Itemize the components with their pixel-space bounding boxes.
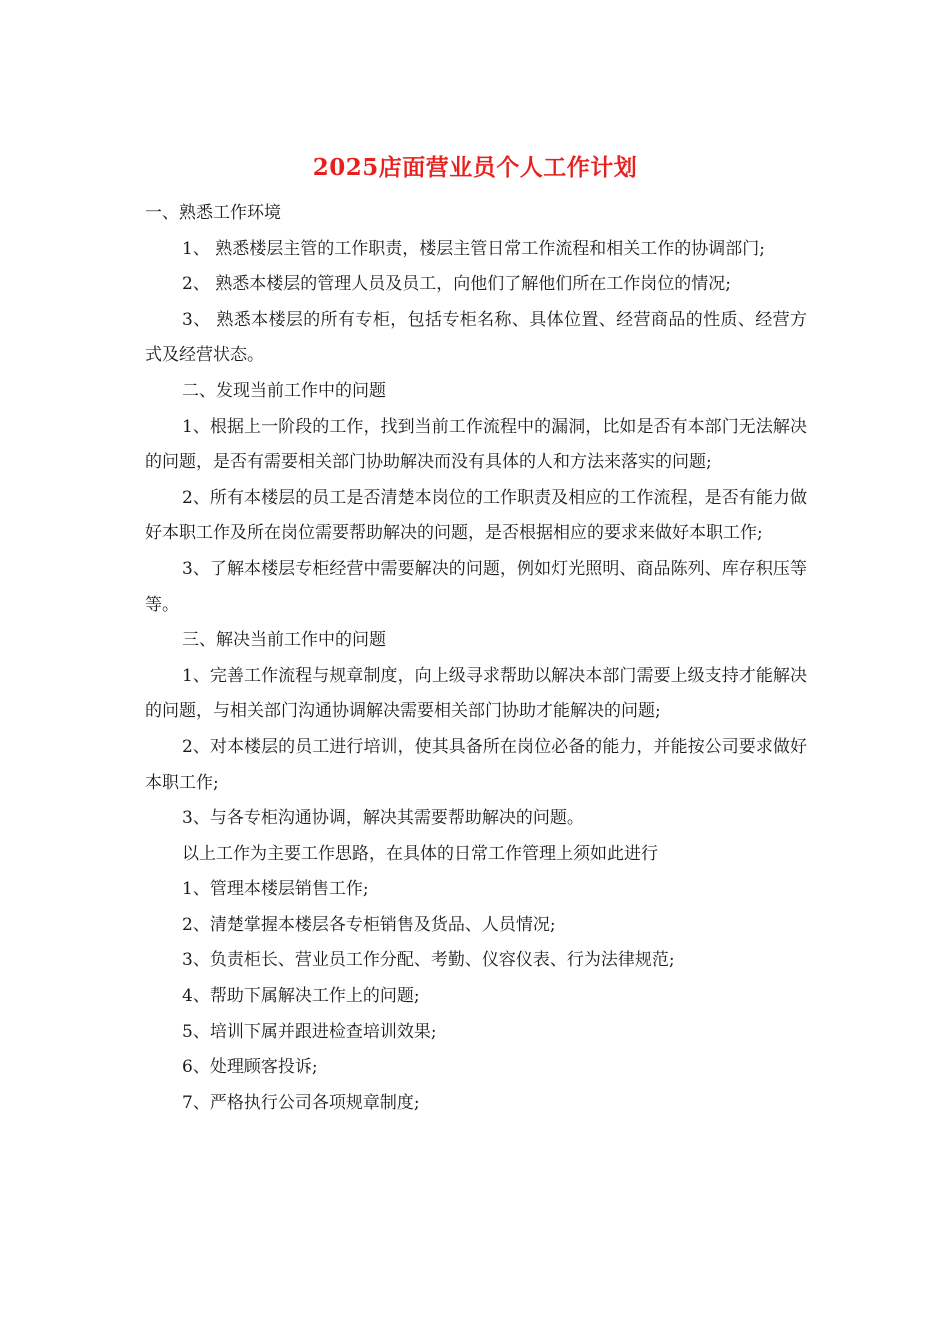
paragraph: 1、根据上一阶段的工作，找到当前工作流程中的漏洞，比如是否有本部门无法解决的问题，是否有需要相关部门协助解决而没有具体的人和方法来落实的问题; xyxy=(145,416,807,473)
list-item: 6、处理顾客投诉; xyxy=(182,1057,318,1078)
document-title: 2025店面营业员个人工作计划 xyxy=(312,154,638,181)
document-body xyxy=(145,196,807,1121)
list-item: 4、帮助下属解决工作上的问题; xyxy=(182,986,420,1007)
section-heading-3: 三、解决当前工作中的问题 xyxy=(182,630,386,651)
list-item: 1、管理本楼层销售工作; xyxy=(182,879,369,900)
list-item: 7、严格执行公司各项规章制度; xyxy=(182,1092,420,1113)
list-item: 2、清楚掌握本楼层各专柜销售及货品、人员情况; xyxy=(182,914,556,935)
paragraph: 3、 熟悉本楼层的所有专柜，包括专柜名称、具体位置、经营商品的性质、经营方式及经营状态。 xyxy=(145,309,807,366)
section-heading-2: 二、发现当前工作中的问题 xyxy=(182,380,386,401)
paragraph: 1、完善工作流程与规章制度，向上级寻求帮助以解决本部门需要上级支持才能解决的问题，与相关部门沟通协调解决需要相关部门协助才能解决的问题; xyxy=(145,665,807,722)
section-heading-1: 一、熟悉工作环境 xyxy=(145,203,281,223)
paragraph: 2、所有本楼层的员工是否清楚本岗位的工作职责及相应的工作流程，是否有能力做好本职工作及所在岗位需要帮助解决的问题，是否根据相应的要求来做好本职工作; xyxy=(145,487,807,544)
paragraph: 3、与各专柜沟通协调，解决其需要帮助解决的问题。 xyxy=(182,808,584,829)
paragraph: 1、 熟悉楼层主管的工作职责，楼层主管日常工作流程和相关工作的协调部门; xyxy=(182,238,765,259)
paragraph: 2、对本楼层的员工进行培训，使其具备所在岗位必备的能力，并能按公司要求做好本职工作; xyxy=(145,736,807,793)
paragraph: 3、了解本楼层专柜经营中需要解决的问题，例如灯光照明、商品陈列、库存积压等等。 xyxy=(145,558,807,615)
list-item: 3、负责柜长、营业员工作分配、考勤、仪容仪表、行为法律规范; xyxy=(182,950,675,971)
list-item: 5、培训下属并跟进检查培训效果; xyxy=(182,1021,437,1042)
paragraph: 2、 熟悉本楼层的管理人员及员工，向他们了解他们所在工作岗位的情况; xyxy=(182,274,731,295)
paragraph: 以上工作为主要工作思路，在具体的日常工作管理上须如此进行 xyxy=(182,843,658,864)
